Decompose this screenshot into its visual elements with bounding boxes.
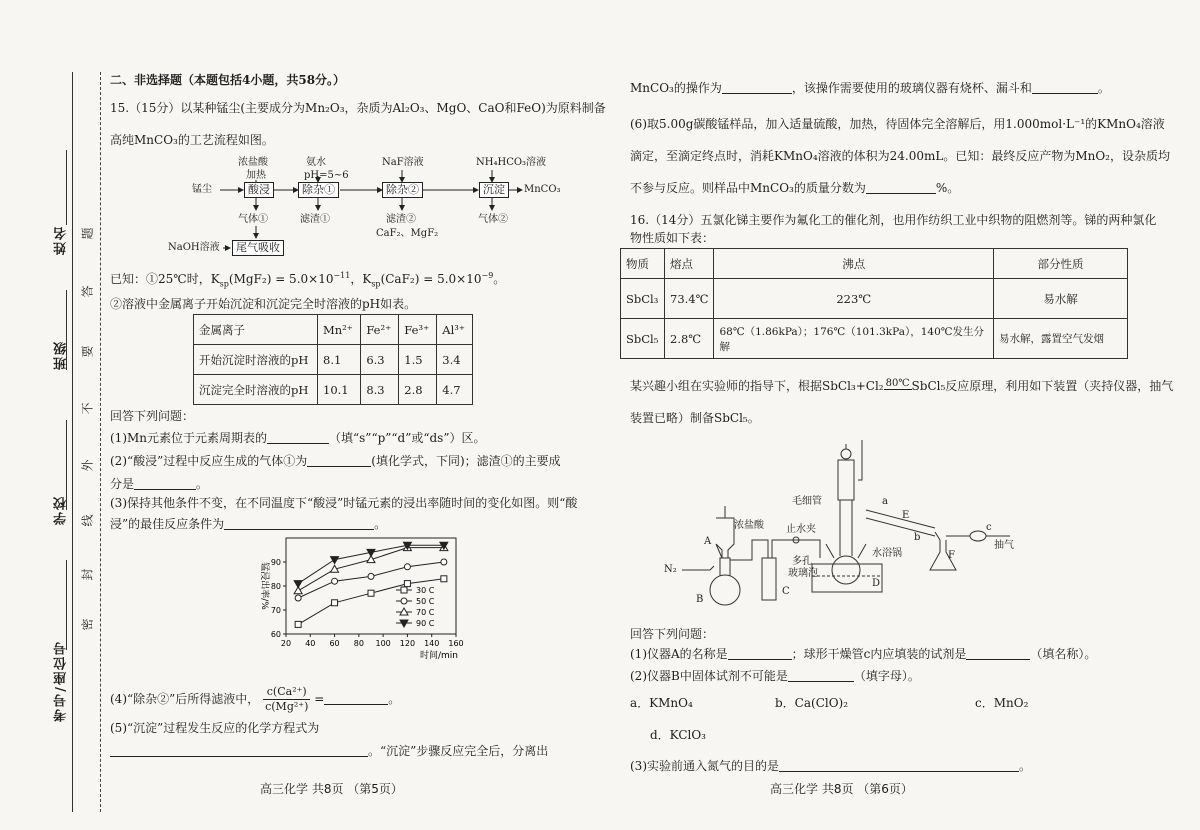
fraction-ca-mg: $\frac{\text{c(Ca²⁺)}}{\text{c(Mg²⁺)}}$ bbox=[265, 685, 309, 713]
prop-table-header bbox=[621, 249, 1128, 279]
label-b2: b bbox=[914, 532, 921, 543]
flow-step-acid-leach: 酸浸 bbox=[244, 182, 274, 198]
option-a: a．KMnO₄ bbox=[630, 696, 693, 710]
seal-char: 题 bbox=[80, 227, 95, 240]
binding-line-inner bbox=[100, 72, 101, 812]
ph-cell: 沉淀完全时溶液的pH bbox=[194, 375, 318, 405]
ph-cell: Mn²⁺ bbox=[318, 315, 361, 345]
y-tick-label: 60 bbox=[270, 630, 281, 639]
flow-start: 锰尘 bbox=[192, 184, 212, 195]
reagent-ammonia: 氨水 bbox=[306, 157, 326, 168]
label-n2: N₂ bbox=[664, 564, 677, 575]
class-label: 班级 bbox=[54, 340, 69, 370]
seal-char: 不 bbox=[80, 402, 95, 415]
question-3-cont: 浸”的最佳反应条件为 。 bbox=[110, 517, 387, 531]
legend-label: 50 C bbox=[416, 597, 435, 606]
data-point bbox=[441, 576, 447, 582]
answer-blank[interactable] bbox=[728, 647, 792, 660]
prop-cell: SbCl₅ bbox=[621, 319, 665, 359]
label-stopcock: 止水夹 bbox=[786, 524, 816, 535]
question-2: (2)“酸浸”过程中反应生成的气体①为 (填化学式，下同)；滤渣①的主要成 bbox=[110, 454, 561, 468]
question-6: (6)取5.00g碳酸锰样品，加入适量硫酸，加热，待固体完全溶解后，用1.000mol·L⁻¹的KMnO₄溶液 bbox=[630, 117, 1165, 131]
flow-gas-1: 气体① bbox=[238, 214, 268, 225]
prop-cell: 部分性质 bbox=[994, 249, 1128, 279]
data-point bbox=[401, 598, 407, 604]
prop-cell: 物质 bbox=[621, 249, 665, 279]
question-2-cont: 分是 。 bbox=[110, 477, 209, 491]
label-a2: a bbox=[882, 496, 888, 507]
ph-cell: 1.5 bbox=[399, 345, 437, 375]
answer-prompt-right: 回答下列问题： bbox=[630, 627, 715, 641]
prop-cell: 沸点 bbox=[714, 249, 994, 279]
question-6-end: 不参与反应。则样品中MnCO₃的质量分数为 %。 bbox=[630, 181, 960, 195]
flow-residue-2: 滤渣② bbox=[386, 214, 416, 225]
x-tick-label: 160 bbox=[448, 639, 464, 648]
ph-cell: 4.7 bbox=[437, 375, 473, 405]
question-16: 16.（14分）五氯化锑主要作为氟化工的催化剂，也用作纺织工业中织物的阻燃剂等。锑的两种氯化 bbox=[630, 213, 1157, 227]
legend-label: 70 C bbox=[416, 608, 435, 617]
r-question-2: (2)仪器B中固体试剂不可能是 （填字母）。 bbox=[630, 669, 920, 683]
x-tick-label: 60 bbox=[329, 639, 340, 648]
ph-cell: Fe³⁺ bbox=[399, 315, 437, 345]
answer-blank[interactable] bbox=[788, 669, 854, 682]
label-e: E bbox=[902, 510, 910, 521]
data-point bbox=[368, 590, 374, 596]
x-tick-label: 100 bbox=[375, 639, 391, 648]
prop-cell: SbCl₃ bbox=[621, 279, 665, 319]
legend-label: 90 C bbox=[416, 619, 435, 628]
ph-table bbox=[193, 314, 473, 405]
ph-cell: 8.3 bbox=[361, 375, 399, 405]
ph-table-header bbox=[194, 315, 473, 345]
ph-cell: 开始沉淀时溶液的pH bbox=[194, 345, 318, 375]
seal-char: 要 bbox=[80, 345, 95, 358]
reaction-condition: 80℃ bbox=[885, 378, 910, 389]
answer-blank[interactable] bbox=[779, 759, 1019, 772]
prop-cell: 68℃（1.86kPa）；176℃（101.3kPa），140℃发生分解 bbox=[714, 319, 994, 359]
y-tick-label: 80 bbox=[270, 582, 281, 591]
r-question-3: (3)实验前通入氮气的目的是 。 bbox=[630, 759, 1032, 773]
legend-label: 30 C bbox=[416, 586, 435, 595]
reagent-conc-hcl: 浓盐酸 bbox=[238, 157, 268, 168]
section-title: 二、非选择题（本题包括4小题，共58分。） bbox=[110, 73, 346, 87]
ph-cell: Fe²⁺ bbox=[361, 315, 399, 345]
known-ksp: 已知：①25℃时，$K_{sp}(MgF_2) = 5.0\times 10^{-11}$，$K_{sp}(CaF_2) = 5.0\times 10^{-9}$。 bbox=[110, 271, 506, 289]
data-point bbox=[295, 595, 301, 601]
question-6-cont: 滴定，至滴定终点时，消耗KMnO₄溶液的体积为24.00mL。已知：最终反应产物为MnO₂，设杂质均 bbox=[630, 149, 1170, 163]
label-capillary: 毛细管 bbox=[792, 496, 822, 507]
intro-line-cont: 装置已略）制备SbCl₅。 bbox=[630, 411, 760, 425]
label-b: B bbox=[696, 594, 704, 605]
seal-char: 封 bbox=[80, 568, 95, 581]
seat-field-line bbox=[66, 560, 67, 650]
question-5-cont: 。“沉淀”步骤反应完全后，分离出 bbox=[110, 743, 548, 759]
data-point bbox=[331, 557, 339, 564]
y-tick-label: 90 bbox=[270, 558, 281, 567]
ph-cell: 10.1 bbox=[318, 375, 361, 405]
data-point bbox=[294, 581, 302, 588]
prop-cell: 223℃ bbox=[714, 279, 994, 319]
x-tick-label: 20 bbox=[280, 639, 292, 648]
label-c: C bbox=[782, 586, 790, 597]
answer-blank[interactable] bbox=[307, 454, 371, 467]
known-ph-intro: ②溶液中金属离子开始沉淀和沉淀完全时溶液的pH如表。 bbox=[110, 297, 417, 311]
option-b: b．Ca(ClO)₂ bbox=[775, 696, 849, 710]
q15-line1: 15.（15分）以某种锰尘(主要成分为Mn₂O₃，杂质为Al₂O₃、MgO、CaO和FeO)为原料制备 bbox=[110, 101, 606, 115]
prop-cell: 熔点 bbox=[665, 249, 714, 279]
label-pump: 抽气 bbox=[994, 540, 1014, 551]
left-footer: 高三化学 共8页 （第5页） bbox=[260, 782, 403, 796]
question-4: (4)“除杂②”后所得滤液中， $\frac{\text{c(Ca²⁺)}}{\text{c(Mg²⁺)}}$ = 。 bbox=[110, 685, 401, 713]
prop-cell: 73.4℃ bbox=[665, 279, 714, 319]
name-label: 姓名 bbox=[54, 225, 69, 255]
property-table bbox=[620, 248, 1128, 359]
y-tick-label: 70 bbox=[270, 606, 281, 615]
label-f: F bbox=[948, 550, 955, 561]
seal-char: 线 bbox=[80, 514, 95, 527]
answer-prompt-left: 回答下列问题： bbox=[110, 409, 195, 423]
question-1: (1)Mn元素位于元素周期表的 （填“s”“p”“d”或“ds”）区。 bbox=[110, 431, 486, 445]
ph-cell: 8.1 bbox=[318, 345, 361, 375]
ph-cell: 3.4 bbox=[437, 345, 473, 375]
data-point bbox=[404, 581, 410, 587]
reagent-naf: NaF溶液 bbox=[382, 157, 424, 168]
question-5: (5)“沉淀”过程发生反应的化学方程式为 bbox=[110, 721, 320, 735]
seat-label: 考号/座位号 bbox=[54, 640, 69, 722]
option-c: c．MnO₂ bbox=[975, 696, 1029, 710]
intro-line: 某兴趣小组在实验师的指导下，根据SbCl₃+Cl₂ 80℃ SbCl₅反应原理，利用如下装置（夹持仪器，抽气 bbox=[630, 378, 1174, 393]
answer-blank[interactable] bbox=[722, 81, 792, 94]
data-point bbox=[332, 578, 338, 584]
ph-cell: Al³⁺ bbox=[437, 315, 473, 345]
ph-cell: 2.8 bbox=[399, 375, 437, 405]
flow-step-impurity-2: 除杂② bbox=[382, 182, 423, 198]
answer-blank[interactable] bbox=[324, 692, 388, 705]
r-question-1: (1)仪器A的名称是 ；球形干燥管c内应填装的试剂是 （填名称）。 bbox=[630, 647, 1097, 661]
flow-residue-2-content: CaF₂、MgF₂ bbox=[376, 228, 439, 239]
school-label: 学校 bbox=[54, 495, 69, 525]
answer-blank[interactable] bbox=[1032, 81, 1098, 94]
prop-cell: 易水解，露置空气发烟 bbox=[994, 319, 1128, 359]
label-bulb: 玻璃泡 bbox=[788, 568, 818, 579]
label-a: A bbox=[704, 536, 712, 547]
reagent-heat: 加热 bbox=[246, 170, 266, 181]
answer-blank[interactable] bbox=[110, 744, 368, 757]
flow-step-impurity-1: 除杂① bbox=[298, 182, 339, 198]
flow-gas-2: 气体② bbox=[478, 214, 508, 225]
x-tick-label: 120 bbox=[399, 639, 416, 648]
prop-cell: 2.8℃ bbox=[665, 319, 714, 359]
x-tick-label: 80 bbox=[353, 639, 364, 648]
binding-line-outer bbox=[72, 72, 73, 812]
ph-cell: 金属离子 bbox=[194, 315, 318, 345]
flow-step-precipitate: 沉淀 bbox=[479, 182, 509, 198]
right-top-line: MnCO₃的操作为 ，该操作需要使用的玻璃仪器有烧杯、漏斗和 。 bbox=[630, 81, 1110, 95]
right-footer: 高三化学 共8页 （第6页） bbox=[770, 782, 913, 796]
x-tick-label: 140 bbox=[424, 639, 440, 648]
question-16-cont: 物性质如下表： bbox=[630, 231, 715, 245]
data-point bbox=[401, 587, 407, 593]
table-row bbox=[621, 279, 1128, 319]
seal-char: 外 bbox=[80, 459, 95, 472]
answer-blank[interactable] bbox=[966, 647, 1030, 660]
seal-char: 密 bbox=[80, 618, 95, 631]
label-c2: c bbox=[986, 522, 992, 533]
x-axis-label: 时间/min bbox=[420, 651, 459, 661]
table-row bbox=[194, 345, 473, 375]
leach-rate-chart bbox=[252, 530, 462, 662]
y-axis-label: 锰浸出率/% bbox=[259, 562, 269, 610]
flow-naoh: NaOH溶液 bbox=[168, 242, 220, 253]
data-point bbox=[441, 559, 447, 565]
apparatus-diagram bbox=[650, 440, 1030, 610]
data-point bbox=[368, 573, 374, 579]
apparatus-drawing bbox=[650, 440, 1030, 610]
answer-blank[interactable] bbox=[267, 431, 329, 444]
question-3: (3)保持其他条件不变，在不同温度下“酸浸”时锰元素的浸出率随时间的变化如图。则“酸 bbox=[110, 496, 578, 510]
data-point bbox=[404, 564, 410, 570]
prop-cell: 易水解 bbox=[994, 279, 1128, 319]
option-d: d．KClO₃ bbox=[650, 728, 706, 742]
label-d: D bbox=[872, 578, 881, 589]
answer-blank[interactable] bbox=[134, 477, 196, 490]
table-row bbox=[194, 375, 473, 405]
flow-product: MnCO₃ bbox=[524, 184, 561, 195]
flow-tail-gas-absorb: 尾气吸收 bbox=[232, 240, 284, 256]
data-point bbox=[295, 621, 301, 627]
label-water-bath: 水浴锅 bbox=[872, 548, 902, 559]
flow-residue-1: 滤渣① bbox=[300, 214, 330, 225]
process-flow-diagram bbox=[168, 152, 570, 262]
table-row bbox=[621, 319, 1128, 359]
answer-blank[interactable] bbox=[866, 181, 936, 194]
x-tick-label: 40 bbox=[305, 639, 316, 648]
q15-line2: 高纯MnCO₃的工艺流程如图。 bbox=[110, 133, 274, 147]
reagent-nh4hco3: NH₄HCO₃溶液 bbox=[476, 157, 547, 168]
answer-blank[interactable] bbox=[224, 517, 374, 530]
data-point bbox=[332, 600, 338, 606]
label-porous: 多孔 bbox=[792, 556, 812, 567]
label-conc-hcl: 浓盐酸 bbox=[734, 520, 764, 531]
name-field-line bbox=[66, 150, 67, 225]
reagent-ph: pH=5~6 bbox=[304, 170, 349, 181]
seal-char: 答 bbox=[80, 285, 95, 298]
ph-cell: 6.3 bbox=[361, 345, 399, 375]
